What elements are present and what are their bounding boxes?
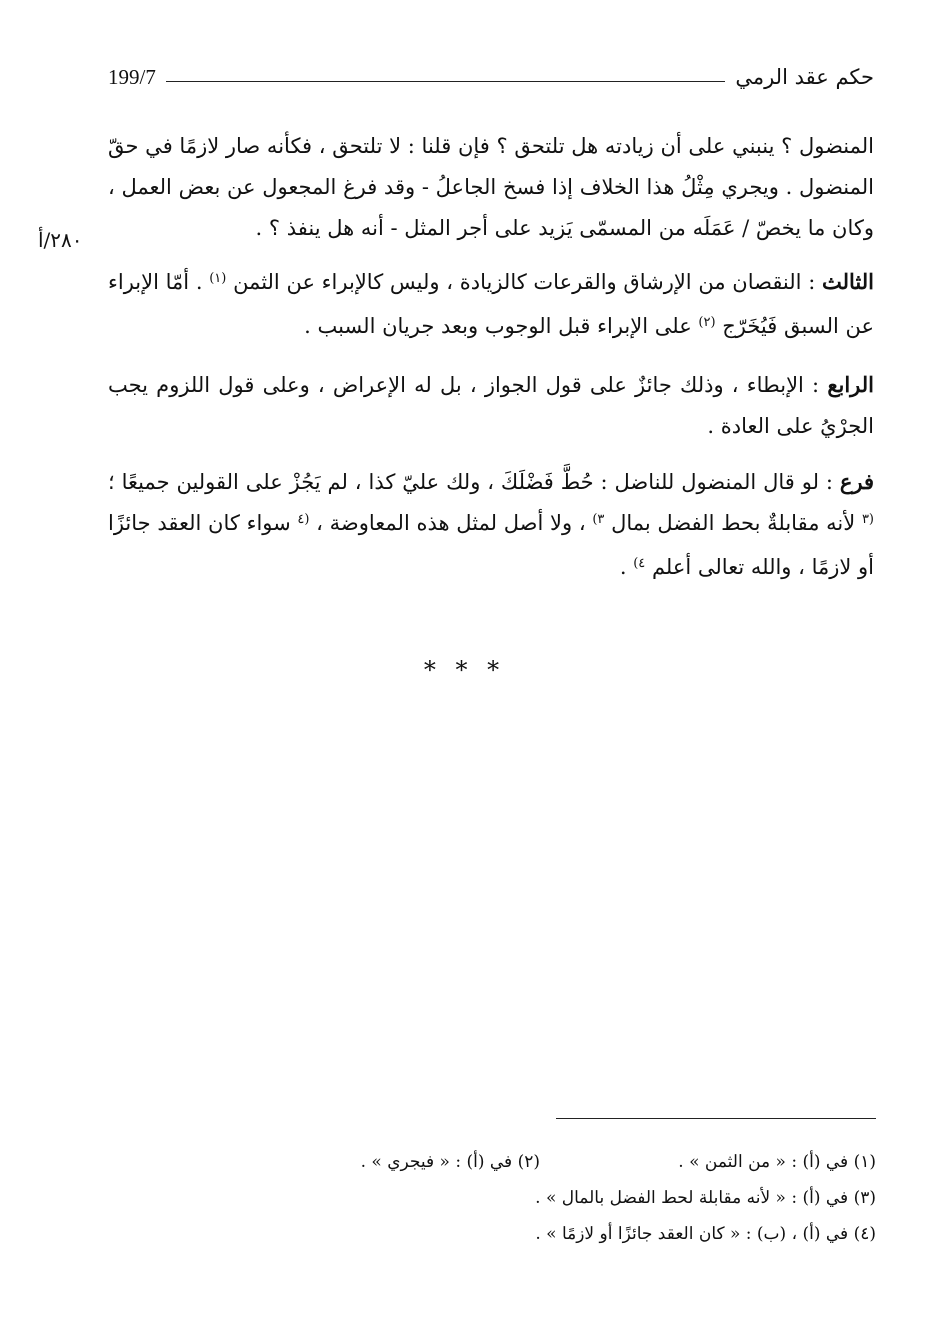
main-text <box>108 126 874 605</box>
paragraph-lead: الرابع <box>827 372 874 397</box>
footnote-row <box>200 1144 876 1180</box>
paragraph-third <box>108 261 874 350</box>
footnotes <box>200 1144 876 1252</box>
paragraph-text: . أمّا الإبراء عن السبق فَيُخَرّج <box>108 270 874 338</box>
footnote-ref-3-close[interactable]: ٣) <box>592 512 605 527</box>
manuscript-folio-marker: ٢٨٠/أ <box>38 228 83 252</box>
paragraph-fourth <box>108 364 874 447</box>
footnote-ref-1[interactable]: (١) <box>209 271 227 286</box>
footnote-2: (٢) في (أ) : « فيجري » . <box>360 1152 540 1172</box>
page-number: 199/7 <box>108 64 156 89</box>
footnote-ref-4-open[interactable]: (٤ <box>297 512 310 527</box>
paragraph-text: : النقصان من الإرشاق والقرعات كالزيادة ، وليس كالإبراء عن الثمن <box>226 270 822 294</box>
footnote-row <box>200 1216 876 1252</box>
paragraph-text: : لو قال المنضول للناضل : حُطَّ فَضْلَكَ ، ولك عليّ كذا ، لم يَجُزْ على القولين جميعًا ؛ <box>108 470 840 494</box>
paragraph-text: ، ولا أصل لمثل هذه المعاوضة ، <box>309 511 593 535</box>
footnote-3: (٣) في (أ) : « لأنه مقابلة لحط الفضل بالمال » . <box>535 1188 876 1208</box>
paragraph-1 <box>108 126 874 249</box>
footnote-row <box>200 1180 876 1216</box>
paragraph-text: على الإبراء قبل الوجوب وبعد جريان السبب . <box>304 314 699 338</box>
header-rule <box>166 81 726 82</box>
footnote-ref-3-open[interactable]: (٣ <box>861 512 874 527</box>
footnote-1: (١) في (أ) : « من الثمن » . <box>678 1152 876 1172</box>
paragraph-lead: فرع <box>839 469 874 494</box>
chapter-title: حكم عقد الرمي <box>735 65 874 89</box>
section-separator: * * * <box>423 656 506 684</box>
paragraph-text: . <box>619 555 634 579</box>
running-header <box>108 62 874 92</box>
paragraph-text: سواء كان العقد جائزًا أو لازمًا ، والله تعالى أعلم <box>108 511 874 579</box>
paragraph-text: : الإبطاء ، وذلك جائزٌ على قول الجواز ، بل له الإعراض ، وعلى قول اللزوم يجب الجرْيُ على العادة . <box>108 373 874 438</box>
footnote-ref-4-close[interactable]: ٤) <box>633 556 646 571</box>
paragraph-lead: الثالث <box>822 269 874 294</box>
footnote-ref-2[interactable]: (٢) <box>698 315 716 330</box>
footnote-rule <box>556 1118 876 1119</box>
footnote-4: (٤) في (أ) ، (ب) : « كان العقد جائزًا أو لازمًا » . <box>535 1224 876 1244</box>
paragraph-text: المنضول ؟ ينبني على أن زيادته هل تلتحق ؟ فإن قلنا : لا تلتحق ، فكأنه صار لازمًا في حقّ المنضول . ويجري مِثْلُ هذا الخلاف إذا فسخ الجاعلُ - وقد فرغ المجعول عن بعض العمل ، وكان ما يخصّ / عَمَلَه من المسمّى يَزيد على أجر المثل - أنه هل ينفذ ؟ . <box>108 134 874 240</box>
paragraph-branch <box>108 461 874 591</box>
paragraph-text: لأنه مقابلةٌ بحط الفضل بمال <box>604 511 862 535</box>
